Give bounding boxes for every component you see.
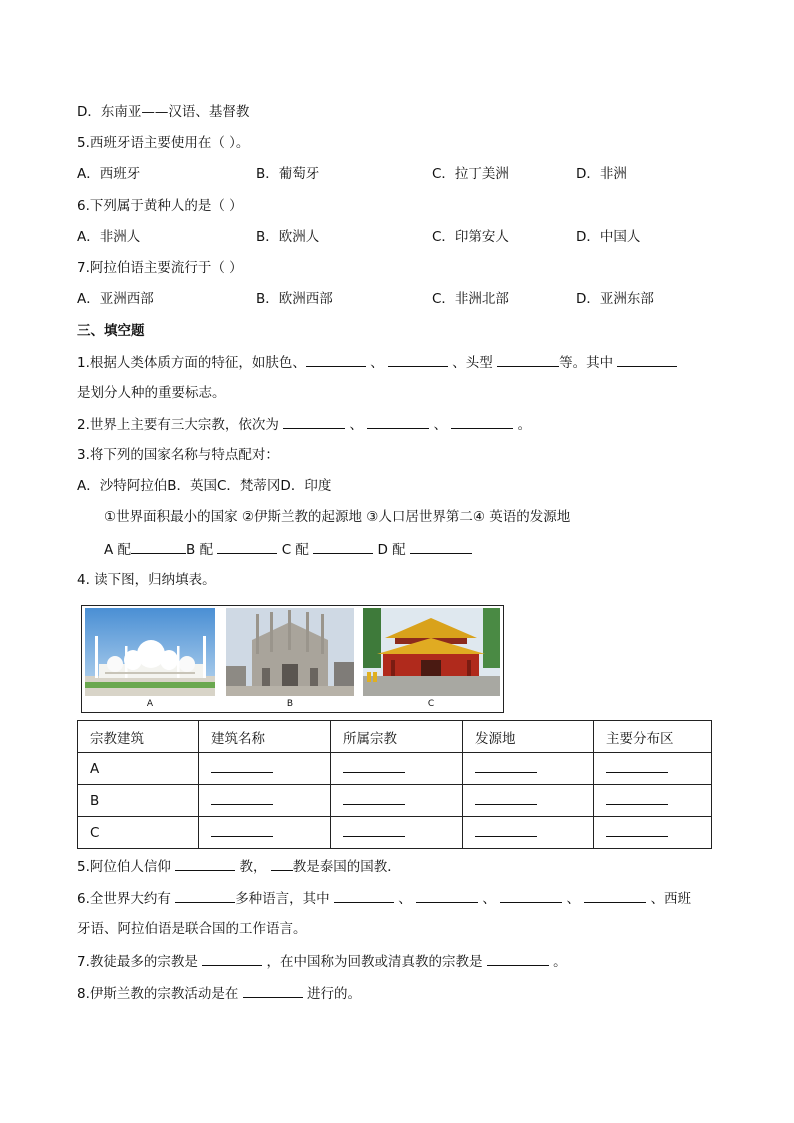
answer-blank[interactable] bbox=[500, 888, 562, 903]
table-header: 宗教建筑 bbox=[78, 721, 199, 753]
fill1-text: 、 bbox=[370, 355, 384, 371]
answer-blank[interactable] bbox=[343, 760, 405, 773]
q6-option-a: A．非洲人 bbox=[77, 229, 141, 245]
q7-option-c: C．非洲北部 bbox=[432, 291, 509, 307]
answer-blank[interactable] bbox=[283, 414, 345, 429]
match-label-c: C 配 bbox=[281, 542, 309, 558]
table-header: 建筑名称 bbox=[199, 721, 331, 753]
religious-buildings-figure bbox=[81, 605, 504, 713]
q5-option-b: B．葡萄牙 bbox=[256, 166, 320, 182]
answer-blank[interactable] bbox=[313, 539, 373, 554]
match-label-a: A 配 bbox=[104, 542, 132, 558]
fill8-text: 进行的。 bbox=[306, 986, 361, 1002]
table-cell bbox=[594, 785, 712, 817]
fill2-line bbox=[77, 414, 531, 435]
fill6-line1 bbox=[77, 888, 691, 909]
table-cell bbox=[331, 785, 463, 817]
fill3-features: ①世界面积最小的国家 ②伊斯兰教的起源地 ③人口居世界第二④ 英语的发源地 bbox=[104, 509, 571, 525]
table-cell bbox=[331, 753, 463, 785]
table-row bbox=[78, 817, 712, 849]
answer-blank[interactable] bbox=[211, 760, 273, 773]
table-cell bbox=[199, 817, 331, 849]
fill6-sep: 、 bbox=[398, 891, 412, 907]
table-cell bbox=[463, 817, 594, 849]
answer-blank[interactable] bbox=[343, 824, 405, 837]
photo-caption-c: C bbox=[427, 699, 435, 709]
q6-option-b: B．欧洲人 bbox=[256, 229, 320, 245]
answer-blank[interactable] bbox=[243, 983, 303, 998]
answer-blank[interactable] bbox=[487, 951, 549, 966]
fill1-text: 、头型 bbox=[452, 355, 493, 371]
table-row bbox=[78, 785, 712, 817]
table-header: 所属宗教 bbox=[331, 721, 463, 753]
table-cell bbox=[463, 753, 594, 785]
fill6-sep: 、 bbox=[482, 891, 496, 907]
answer-blank[interactable] bbox=[306, 352, 366, 367]
row-label: C bbox=[78, 817, 199, 849]
table-cell bbox=[594, 817, 712, 849]
answer-blank[interactable] bbox=[388, 352, 448, 367]
answer-blank[interactable] bbox=[175, 888, 235, 903]
fill5-line bbox=[77, 856, 401, 877]
answer-blank[interactable] bbox=[271, 856, 293, 871]
match-label-d: D 配 bbox=[377, 542, 406, 558]
fill5-text: 教， bbox=[239, 859, 267, 875]
answer-blank[interactable] bbox=[343, 792, 405, 805]
answer-blank[interactable] bbox=[606, 760, 668, 773]
table-row bbox=[78, 753, 712, 785]
fill2-text: 。 bbox=[517, 417, 532, 433]
q7-option-b: B．欧洲西部 bbox=[256, 291, 333, 307]
fill2-text: 2.世界上主要有三大宗教，依次为 bbox=[77, 417, 279, 433]
fill6-sep: 、 bbox=[566, 891, 580, 907]
fill8-line bbox=[77, 983, 361, 1004]
fill7-text: 7.教徒最多的宗教是 bbox=[77, 954, 198, 970]
fill3-countries: A．沙特阿拉伯B．英国C．梵蒂冈D．印度 bbox=[77, 478, 332, 494]
answer-blank[interactable] bbox=[451, 414, 513, 429]
fill2-text: 、 bbox=[349, 417, 363, 433]
fill8-text: 8.伊斯兰教的宗教活动是在 bbox=[77, 986, 239, 1002]
fill1-text: 等。其中 bbox=[559, 355, 614, 371]
table-cell bbox=[199, 785, 331, 817]
fill6-line2: 牙语、阿拉伯语是联合国的工作语言。 bbox=[77, 921, 307, 937]
answer-blank[interactable] bbox=[497, 352, 559, 367]
table-header: 主要分布区 bbox=[594, 721, 712, 753]
table-header: 发源地 bbox=[463, 721, 594, 753]
answer-blank[interactable] bbox=[367, 414, 429, 429]
q7-stem: 7.阿拉伯语主要流行于（ ） bbox=[77, 260, 243, 276]
answer-blank[interactable] bbox=[410, 539, 472, 554]
answer-blank[interactable] bbox=[475, 824, 537, 837]
answer-blank[interactable] bbox=[211, 792, 273, 805]
fill3-stem: 3.将下列的国家名称与特点配对： bbox=[77, 447, 279, 463]
fill6-text: 多种语言，其中 bbox=[235, 891, 330, 907]
fill2-text: 、 bbox=[433, 417, 448, 433]
answer-blank[interactable] bbox=[475, 792, 537, 805]
q5-option-c: C．拉丁美洲 bbox=[432, 166, 509, 182]
fill5-text: 5.阿位伯人信仰 bbox=[77, 859, 171, 875]
answer-blank[interactable] bbox=[211, 824, 273, 837]
fill7-line bbox=[77, 951, 567, 972]
q6-option-c: C．印第安人 bbox=[432, 229, 509, 245]
answer-blank[interactable] bbox=[217, 539, 277, 554]
q6-option-d: D．中国人 bbox=[576, 229, 641, 245]
q7-option-a: A．亚洲西部 bbox=[77, 291, 154, 307]
answer-blank[interactable] bbox=[202, 951, 262, 966]
fill1-line2: 是划分人种的重要标志。 bbox=[77, 385, 226, 401]
table-cell bbox=[594, 753, 712, 785]
row-label: A bbox=[78, 753, 199, 785]
fill1-text: 1.根据人类体质方面的特征，如肤色、 bbox=[77, 355, 306, 371]
table-cell bbox=[331, 817, 463, 849]
answer-blank[interactable] bbox=[606, 792, 668, 805]
answer-blank[interactable] bbox=[475, 760, 537, 773]
q6-stem: 6.下列属于黄种人的是（ ） bbox=[77, 198, 243, 214]
photo-cathedral bbox=[226, 608, 354, 696]
fill4-stem: 4. 读下图，归纳填表。 bbox=[77, 572, 216, 588]
section-title: 三、填空题 bbox=[77, 323, 145, 339]
row-label: B bbox=[78, 785, 199, 817]
table-cell bbox=[199, 753, 331, 785]
fill3-matching bbox=[104, 539, 472, 560]
q5-stem: 5.西班牙语主要使用在（ ）。 bbox=[77, 135, 250, 151]
fill6-text: 、西班 bbox=[650, 891, 692, 907]
religion-table bbox=[77, 720, 712, 849]
fill6-text: 6.全世界大约有 bbox=[77, 891, 171, 907]
answer-blank[interactable] bbox=[606, 824, 668, 837]
q5-option-d: D．非洲 bbox=[576, 166, 627, 182]
answer-blank[interactable] bbox=[175, 856, 235, 871]
table-cell bbox=[463, 785, 594, 817]
photo-caption-b: B bbox=[286, 699, 294, 709]
fill7-text: 。 bbox=[553, 954, 567, 970]
photo-mosque bbox=[85, 608, 215, 696]
match-label-b: B 配 bbox=[186, 542, 214, 558]
q4-option-d: D．东南亚——汉语、基督教 bbox=[77, 104, 250, 120]
q5-option-a: A．西班牙 bbox=[77, 166, 141, 182]
answer-blank[interactable] bbox=[334, 888, 394, 903]
fill7-text: ，在中国称为回教或清真教的宗教是 bbox=[266, 954, 483, 970]
table-header-row bbox=[78, 721, 712, 753]
answer-blank[interactable] bbox=[584, 888, 646, 903]
photo-temple bbox=[363, 608, 500, 696]
fill1-line1 bbox=[77, 352, 677, 373]
fill5-text: 教是泰国的国教． bbox=[292, 859, 401, 875]
photo-caption-a: A bbox=[146, 699, 154, 709]
q7-option-d: D．亚洲东部 bbox=[576, 291, 654, 307]
answer-blank[interactable] bbox=[416, 888, 478, 903]
answer-blank[interactable] bbox=[131, 539, 186, 554]
answer-blank[interactable] bbox=[617, 352, 677, 367]
